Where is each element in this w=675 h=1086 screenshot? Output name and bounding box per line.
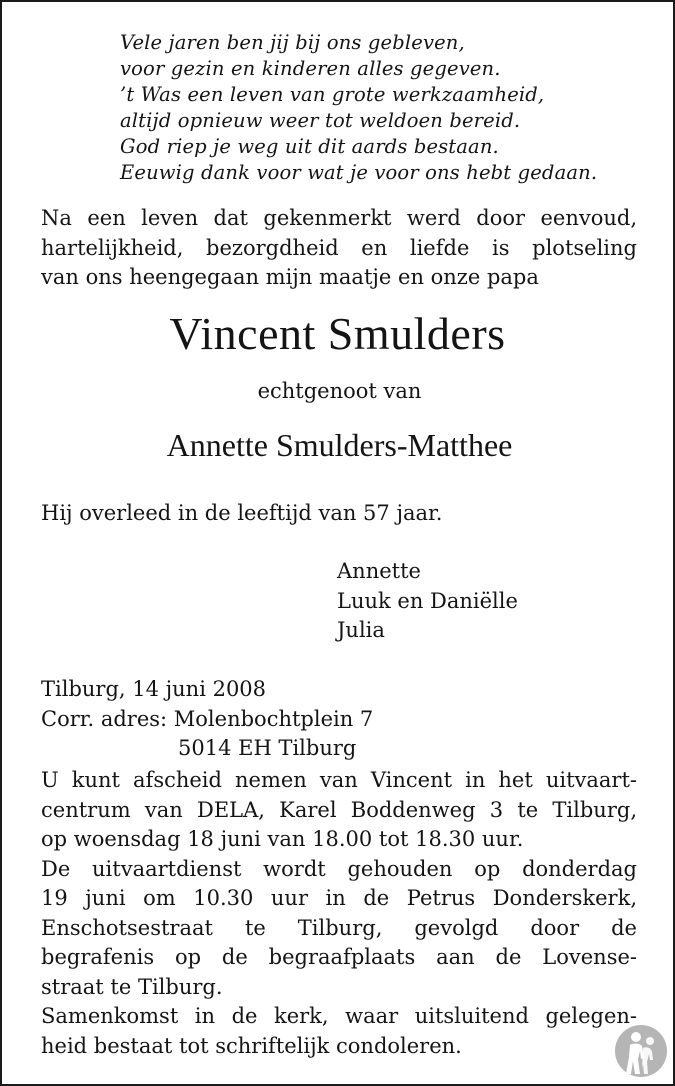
intro-line: hartelijkheid, bezorgdheid en liefde is plotseling (41, 235, 637, 260)
family-member: Julia (337, 618, 385, 642)
intro-line: Na een leven dat gekenmerkt werd door eenvoud, (41, 206, 637, 230)
family-member: Luuk en Daniëlle (337, 588, 518, 613)
details-line: U kunt afscheid nemen van Vincent in het uitvaart- (41, 768, 637, 792)
details-line: op woensdag 18 juni van 18.00 tot 18.30 uur. (41, 827, 524, 851)
details-line: begrafenis op de begraafplaats aan de Lovense- (41, 945, 637, 969)
poem-line: altijd opnieuw weer tot weldoen bereid. (120, 109, 521, 132)
age-line: Hij overleed in de leeftijd van 57 jaar. (41, 501, 443, 525)
details-line: centrum van DELA, Karel Boddenweg 3 te Tilburg, (41, 797, 637, 822)
details-line: Samenkomst in de kerk, waar uitsluitend gelegen- (41, 1004, 637, 1028)
poem-line: God riep je weg uit dit aards bestaan. (120, 135, 499, 158)
spouse-name: Annette Smulders-Matthee (166, 427, 513, 463)
place-date: Tilburg, 14 juni 2008 (41, 677, 267, 701)
correspondence-address: Corr. adres: Molenbochtplein 7 (41, 706, 374, 731)
spouse-label: echtgenoot van (257, 379, 422, 403)
poem-line: Vele jaren ben jij bij ons gebleven, (120, 31, 465, 54)
details-line: heid bestaat tot schriftelijk condoleren. (41, 1033, 462, 1058)
poem (120, 30, 650, 186)
family-list (337, 557, 518, 646)
details-line: De uitvaartdienst wordt gehouden op donderdag (41, 856, 637, 881)
poem-line: ’t Was een leven van grote werkzaamheid, (120, 83, 545, 106)
poem-line: voor gezin en kinderen alles gegeven. (120, 57, 501, 80)
intro-paragraph (41, 204, 637, 293)
place-and-address (41, 675, 373, 764)
correspondence-postcode: 5014 EH Tilburg (178, 736, 357, 760)
deceased-name: Vincent Smulders (169, 308, 506, 359)
memorial-figure-icon (614, 1024, 668, 1078)
details-line: Enschotsestraat te Tilburg, gevolgd door de (41, 915, 637, 940)
funeral-details (41, 766, 637, 1061)
details-line: 19 juni om 10.30 uur in de Petrus Donderskerk, (41, 886, 637, 910)
poem-line: Eeuwig dank voor wat je voor ons hebt gedaan. (120, 161, 598, 184)
intro-line: van ons heengegaan mijn maatje en onze papa (41, 265, 539, 289)
details-line: straat te Tilburg. (41, 974, 223, 999)
family-member: Annette (337, 559, 421, 583)
